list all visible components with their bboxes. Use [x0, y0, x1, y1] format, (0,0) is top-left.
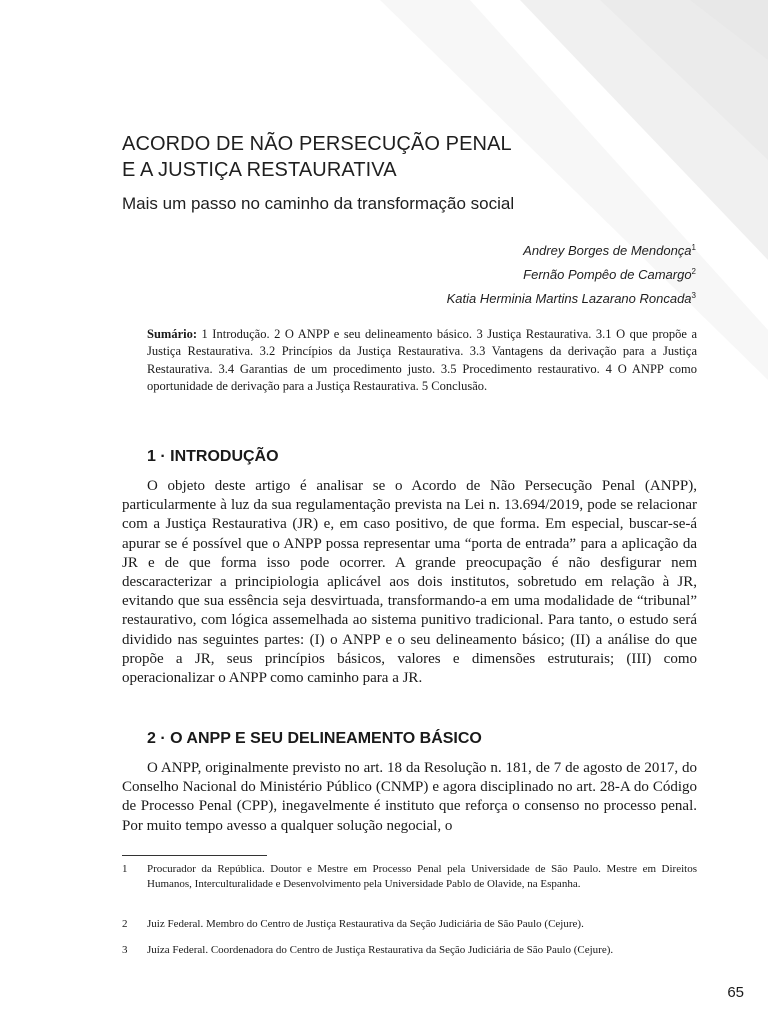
- footnote-number: 1: [122, 863, 128, 875]
- author-name: Fernão Pompêo de Camargo: [523, 267, 692, 282]
- author-note-ref[interactable]: 3: [691, 291, 696, 300]
- author-name: Katia Herminia Martins Lazarano Roncada: [446, 291, 692, 306]
- title-line-1: ACORDO DE NÃO PERSECUÇÃO PENAL: [122, 133, 512, 155]
- author-note-ref[interactable]: 2: [691, 267, 696, 276]
- author-entry: [176, 237, 696, 261]
- summary-text: 1 Introdução. 2 O ANPP e seu delineamento básico. 3 Justiça Restaurativa. 3.1 O que propõe a Justiça Restaurativa. 3.2 Princípios da Justiça Restaurativa. 3.3 Vantagens da derivação para a Justiça Restaurativa. 3.4 Garantias de um procedimento justo. 3.5 Procedimento restaurativo. 4 O ANPP como oportunidade de derivação para a Justiça Restaurativa. 5 Conclusão.: [147, 327, 697, 393]
- section-body-anpp: [122, 759, 697, 836]
- footnote-number: 3: [122, 944, 128, 956]
- author-name: Andrey Borges de Mendonça: [523, 243, 692, 258]
- footnote-text: Juiz Federal. Membro do Centro de Justiça Restaurativa da Seção Judiciária de São Paulo (Cejure).: [147, 918, 584, 930]
- summary-label: Sumário:: [147, 327, 197, 341]
- author-entry: [176, 261, 696, 285]
- footnote-separator: [122, 855, 267, 856]
- summary-block: [147, 326, 697, 395]
- author-list: [176, 237, 696, 309]
- author-note-ref[interactable]: 1: [691, 243, 696, 252]
- title-line-2: E A JUSTIÇA RESTAURATIVA: [122, 159, 397, 181]
- footnote-1: [122, 862, 697, 892]
- paragraph-text: O objeto deste artigo é analisar se o Acordo de Não Persecução Penal (ANPP), particularmente à luz da sua regulamentação prevista na Lei n. 13.694/2019, pode se relacionar com a Justiça Restaurativa (JR) e, em caso positivo, de que forma. Em especial, buscar-se-á apurar se é possível que o ANPP possa representar uma “porta de entrada” para a aplicação da JR e de que forma isso pode ocorrer. A grande preocupação é não desfigurar nem descaracterizar a principiologia aplicável aos dois institutos, sobretudo em relação à JR, evitando que sua essência seja desvirtuada, transformando-a em uma modalidade de “tribunal” restaurativo, com lógica assemelhada ao sistema punitivo tradicional. Para tanto, o estudo será dividido nas seguintes partes: (I) o ANPP e o seu delineamento básico; (II) a análise do que propõe a JR, seus princípios básicos, valores e dimensões estruturais; (III) como operacionalizar o ANPP como caminho para a JR.: [122, 478, 697, 687]
- footnote-text: Juíza Federal. Coordenadora do Centro de Justiça Restaurativa da Seção Judiciária de São Paulo (Cejure).: [147, 944, 614, 956]
- article-subtitle: Mais um passo no caminho da transformação social: [122, 194, 515, 213]
- footnote-number: 2: [122, 918, 128, 930]
- footnote-2: [122, 917, 697, 932]
- page-number: 65: [727, 984, 744, 1001]
- section-heading-anpp: 2 · O ANPP E SEU DELINEAMENTO BÁSICO: [147, 730, 482, 747]
- footnote-3: [122, 943, 697, 958]
- section-heading-introduction: 1 · INTRODUÇÃO: [147, 448, 279, 465]
- article-title: [122, 131, 682, 183]
- footnote-text: Procurador da República. Doutor e Mestre em Processo Penal pela Universidade de São Paulo. Mestre em Direitos Humanos, Interculturalidade e Desenvolvimento pela Universidade Pablo de Olavide, na Espanha.: [147, 863, 697, 890]
- paragraph-text: O ANPP, originalmente previsto no art. 18 da Resolução n. 181, de 7 de agosto de 2017, do Conselho Nacional do Ministério Público (CNMP) e agora disciplinado no art. 28-A do Código de Processo Penal (CPP), inegavelmente é instituto que reforça o consenso no processo penal. Por muito tempo avesso a qualquer solução negocial, o: [122, 760, 697, 834]
- section-body-introduction: [122, 477, 697, 688]
- author-entry: [176, 285, 696, 309]
